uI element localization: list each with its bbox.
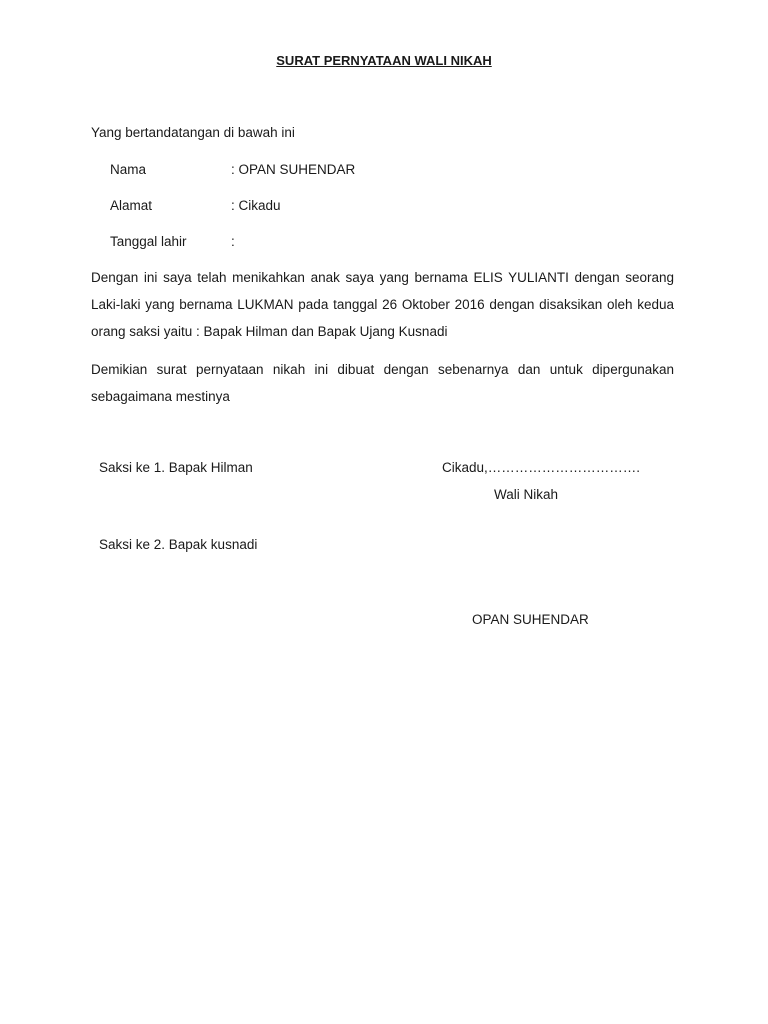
field-value: : (231, 234, 235, 249)
closing-paragraph: Demikian surat pernyataan nikah ini dibuat dengan sebenarnya dan untuk dipergunakan sebagaimana mestinya (91, 362, 674, 404)
signer-role: Wali Nikah (494, 487, 559, 502)
field-label: Nama (110, 162, 147, 177)
witness-1: Saksi ke 1. Bapak Hilman (99, 460, 253, 475)
witness-2: Saksi ke 2. Bapak kusnadi (99, 537, 258, 552)
field-label: Tanggal lahir (110, 234, 187, 249)
signer-name: OPAN SUHENDAR (472, 612, 589, 627)
document-title: SURAT PERNYATAAN WALI NIKAH (276, 53, 492, 68)
place-date: Cikadu,……………………………. (442, 460, 641, 475)
field-value: : Cikadu (231, 198, 281, 213)
intro-text: Yang bertandatangan di bawah ini (91, 125, 295, 140)
field-value: : OPAN SUHENDAR (231, 162, 356, 177)
statement-paragraph: Dengan ini saya telah menikahkan anak saya yang bernama ELIS YULIANTI dengan seorang Laki-laki yang bernama LUKMAN pada tanggal 26 Oktober 2016 dengan disaksikan oleh kedua orang saksi yaitu : Bapak Hilman dan Bapak Ujang Kusnadi (91, 270, 674, 339)
field-label: Alamat (110, 198, 153, 213)
